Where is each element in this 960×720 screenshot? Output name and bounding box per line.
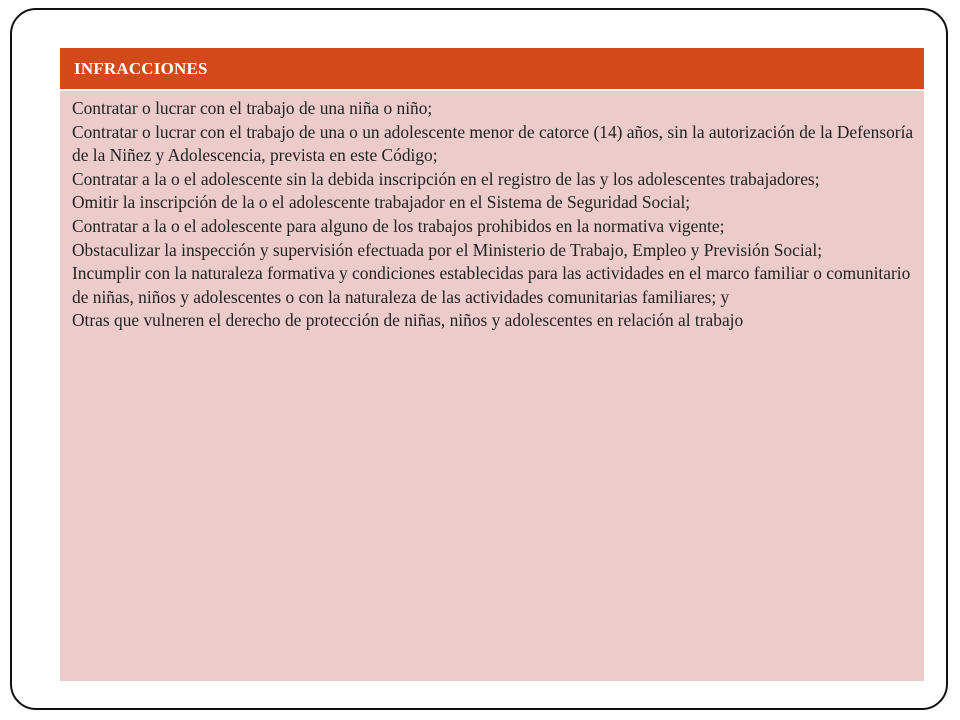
table-body: [60, 91, 924, 681]
slide-frame: [10, 8, 948, 710]
infraction-item: Omitir la inscripción de la o el adolescente trabajador en el Sistema de Seguridad Social;: [72, 192, 691, 213]
infracciones-table: [60, 48, 924, 681]
infraction-item: Contratar a la o el adolescente sin la debida inscripción en el registro de las y los adolescentes trabajadores;: [72, 168, 820, 189]
infraction-item: Incumplir con la naturaleza formativa y condiciones establecidas para las actividades en el marco familiar o comunitario de niñas, niños y adolescentes o con la naturaleza de las actividades comunitarias familiares; y: [72, 263, 911, 307]
infraction-item: Contratar a la o el adolescente para alguno de los trabajos prohibidos en la normativa vigente;: [72, 215, 725, 236]
infraction-item: Contratar o lucrar con el trabajo de una o un adolescente menor de catorce (14) años, sin la autorización de la Defensoría de la Niñez y Adolescencia, prevista en este Código;: [72, 121, 914, 166]
table-header-label: INFRACCIONES: [74, 58, 208, 78]
infraction-item: Otras que vulneren el derecho de protección de niñas, niños y adolescentes en relación al trabajo: [72, 310, 744, 331]
infraction-item: Contratar o lucrar con el trabajo de una niña o niño;: [72, 98, 433, 118]
table-header: [60, 48, 924, 89]
infraction-item: Obstaculizar la inspección y supervisión efectuada por el Ministerio de Trabajo, Empleo y Previsión Social;: [72, 239, 823, 260]
